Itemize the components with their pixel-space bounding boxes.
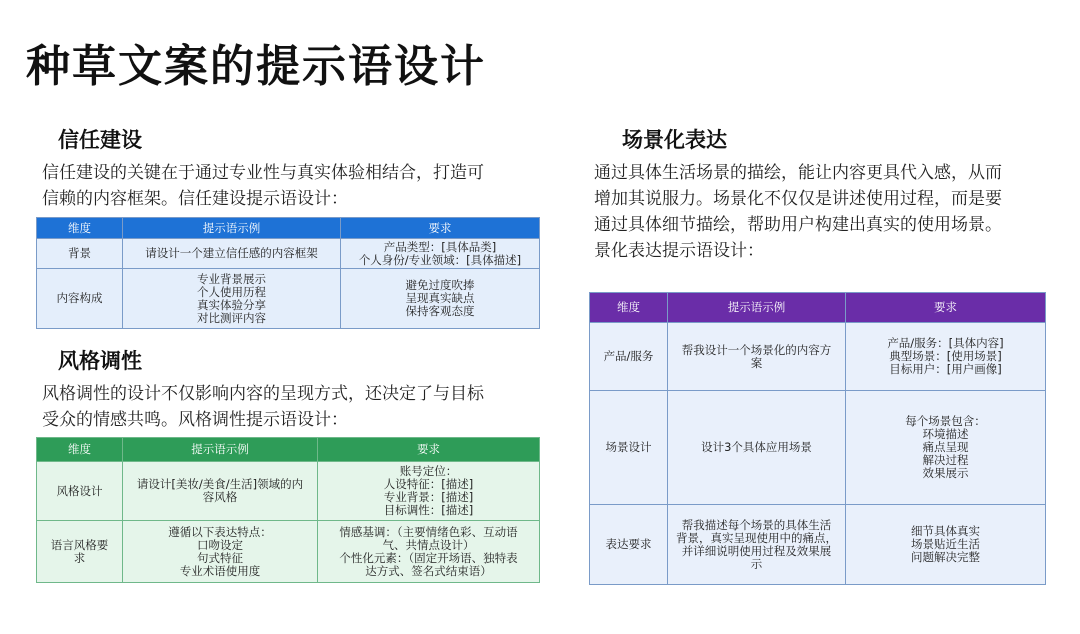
requirement-line: 问题解决完整 — [911, 550, 980, 564]
requirement-cell — [846, 391, 1046, 505]
requirement-cell — [846, 323, 1046, 391]
requirement-line: 场景贴近生活 — [911, 537, 980, 551]
example-cell — [668, 505, 846, 585]
style-heading: 风格调性 — [58, 349, 142, 373]
example-cell — [123, 269, 341, 329]
example-line: 背景，真实呈现使用中的痛点， — [676, 530, 837, 545]
example-line: 专业术语使用度 — [179, 563, 261, 578]
requirement-line: 目标调性：[描述] — [383, 503, 474, 517]
table-row — [590, 505, 1046, 585]
example-cell: 请设计一个建立信任感的内容框架 — [123, 239, 341, 269]
requirement-line: 产品/服务：[具体内容] — [887, 336, 1004, 350]
table-row — [37, 239, 540, 269]
requirement-line: 专业背景：[描述] — [383, 490, 474, 504]
example-line: 个人使用历程 — [197, 284, 266, 299]
table-header: 要求 — [846, 293, 1046, 323]
table-row — [37, 462, 540, 521]
example-line: 请设计[美妆/美食/生活]领域的内 — [136, 477, 304, 491]
requirement-cell — [341, 239, 540, 269]
trust-table — [36, 217, 540, 329]
dimension-cell — [37, 521, 123, 583]
table-header: 提示语示例 — [123, 218, 341, 239]
style-paragraph-line: 风格调性的设计不仅影响内容的呈现方式，还决定了与目标 — [42, 384, 484, 404]
example-line: 句式特征 — [197, 550, 243, 565]
style-paragraph — [42, 381, 484, 433]
requirement-line: 个性化元素：（固定开场语、独特表 — [339, 550, 518, 565]
requirement-line: 人设特征：[描述] — [383, 477, 474, 491]
table-row — [590, 323, 1046, 391]
example-line: 口吻设定 — [197, 537, 243, 552]
dimension-cell: 表达要求 — [590, 505, 668, 585]
requirement-line: 账号定位： — [399, 464, 458, 478]
example-line: 案 — [750, 355, 763, 370]
trust-paragraph-line: 信任建设的关键在于通过专业性与真实体验相结合，打造可 — [42, 163, 484, 183]
requirement-cell — [846, 505, 1046, 585]
example-line: 容风格 — [202, 490, 238, 504]
requirement-line: 解决过程 — [922, 453, 969, 467]
scene-paragraph-line: 增加其说服力。场景化不仅仅是讲述使用过程，而是要 — [594, 189, 1002, 209]
trust-heading: 信任建设 — [58, 128, 142, 152]
example-line: 帮我描述每个场景的具体生活 — [681, 517, 832, 532]
requirement-line: 个人身份/专业领域：[具体描述] — [358, 252, 522, 267]
dimension-cell: 产品/服务 — [590, 323, 668, 391]
requirement-line: 呈现真实缺点 — [405, 291, 475, 305]
requirement-cell — [318, 462, 540, 521]
style-table — [36, 437, 540, 583]
requirement-cell — [318, 521, 540, 583]
table-header: 维度 — [37, 218, 123, 239]
dimension-cell: 风格设计 — [37, 462, 123, 521]
trust-paragraph-line: 信赖的内容框架。信任建设提示语设计： — [42, 189, 348, 209]
requirement-line: 效果展示 — [922, 466, 969, 480]
example-line: 专业背景展示 — [197, 271, 266, 286]
table-row — [37, 269, 540, 329]
table-header: 维度 — [37, 438, 123, 462]
example-line: 并详细说明使用过程及效果展 — [681, 543, 832, 558]
requirement-cell — [341, 269, 540, 329]
example-line: 对比测评内容 — [197, 310, 266, 325]
example-line: 遵循以下表达特点： — [168, 524, 272, 539]
requirement-line: 达方式、签名式结束语） — [365, 563, 492, 578]
example-line: 帮我设计一个场景化的内容方 — [681, 342, 832, 357]
style-paragraph-line: 受众的情感共鸣。风格调性提示语设计： — [42, 410, 348, 430]
table-header: 要求 — [341, 218, 540, 239]
example-line: 示 — [750, 556, 763, 571]
requirement-line: 细节具体真实 — [911, 524, 980, 538]
requirement-line: 气、共情点设计） — [382, 537, 475, 552]
scene-paragraph-line: 通过具体细节描绘，帮助用户构建出真实的使用场景。 — [594, 215, 1002, 235]
table-header: 要求 — [318, 438, 540, 462]
scene-table — [589, 292, 1046, 585]
example-line: 真实体验分享 — [197, 297, 266, 312]
page-title: 种草文案的提示语设计 — [26, 41, 486, 92]
table-header: 提示语示例 — [668, 293, 846, 323]
requirement-line: 典型场景：[使用场景] — [889, 349, 1002, 363]
example-cell — [123, 521, 318, 583]
requirement-line: 环境描述 — [922, 427, 969, 441]
table-row — [37, 521, 540, 583]
requirement-line: 痛点呈现 — [922, 440, 969, 454]
scene-heading: 场景化表达 — [622, 128, 727, 152]
table-row — [590, 391, 1046, 505]
requirement-line: 每个场景包含： — [905, 414, 986, 428]
example-cell — [123, 462, 318, 521]
scene-paragraph-line: 景化表达提示语设计： — [594, 241, 764, 261]
requirement-line: 目标用户：[用户画像] — [889, 362, 1002, 376]
example-cell: 设计3个具体应用场景 — [668, 391, 846, 505]
requirement-line: 情感基调：（主要情绪色彩、互动语 — [339, 524, 518, 539]
dimension-cell: 内容构成 — [37, 269, 123, 329]
requirement-line: 避免过度吹捧 — [405, 278, 475, 292]
trust-paragraph — [42, 160, 484, 212]
dimension-cell: 背景 — [37, 239, 123, 269]
requirement-line: 保持客观态度 — [405, 304, 475, 318]
example-cell — [668, 323, 846, 391]
scene-paragraph-line: 通过具体生活场景的描绘，能让内容更具代入感，从而 — [594, 163, 1002, 183]
requirement-line: 产品类型：[具体品类] — [383, 239, 497, 254]
dimension-line: 语言风格要 — [50, 537, 109, 552]
table-header: 提示语示例 — [123, 438, 318, 462]
dimension-cell: 场景设计 — [590, 391, 668, 505]
scene-paragraph — [594, 160, 1002, 264]
table-header: 维度 — [590, 293, 668, 323]
dimension-line: 求 — [73, 550, 86, 565]
